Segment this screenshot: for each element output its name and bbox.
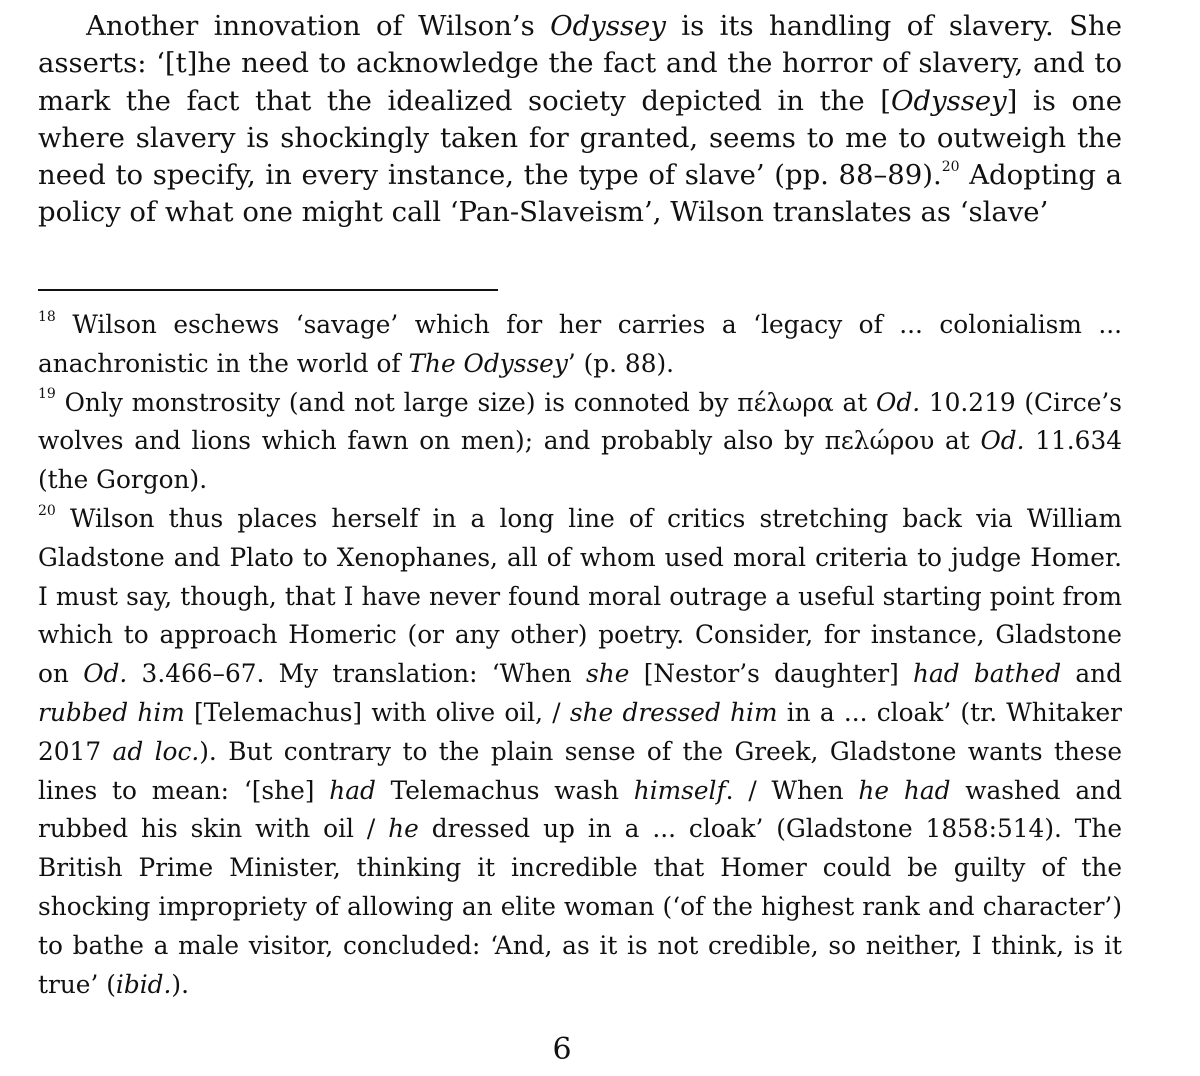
text-run: 10.219 (Circe’s wolves and lions which fawn on men); and probably also by πελώρου at [38,387,1122,456]
text-run: dressed up in a ... cloak’ (Gladstone 1858:514). The British Prime Minister, thinking it incredible that Homer could be guilty of the shocking impropriety of allowing an elite woman (‘of the highest rank and character’) to bathe a male visitor, concluded: ‘And, as it is not credible, so neither, I think, is it true’ ( [38,814,1122,999]
footnote-number: 19 [38,386,56,403]
italic-run: Odyssey [890,84,1007,117]
italic-run: Odyssey [550,10,666,42]
text-run: Wilson thus places herself in a long line of critics stretching back via William Gladstone and Plato to Xenophanes, all of whom used moral criteria to judge Homer. I must say, though, that I have never found moral outrage a useful starting point from which to approach Homeric (or any other) poetry. Consider, for instance, Gladstone on [38,503,1122,689]
text-run: ] is one where slavery is shockingly taken for granted, seems to me to outweigh the need to specify, in every instance, the type of slave’ (pp. 88–89). [38,84,1122,192]
italic-run: Od. [83,659,128,689]
page-number: 6 [552,1032,572,1067]
italic-run: himself [633,775,726,805]
text-run: [Nestor’s daughter] [629,659,914,689]
italic-run: she [586,659,630,689]
text-run: [Telemachus] with olive oil, / [184,697,570,727]
footnote-20 [38,500,1122,1004]
text-run: and [1061,659,1122,689]
footnote-number: 18 [38,308,56,325]
text-run: Wilson eschews ‘savage’ which for her carries a ‘legacy of ... colonialism ... anachronistic in the world of [38,310,1122,378]
text-run: . / When [725,775,859,805]
footnote-19 [38,384,1122,500]
text-run: ’ (p. 88). [567,348,675,378]
footnote-ref-20[interactable]: 20 [941,159,960,176]
italic-run: had bathed [913,659,1062,689]
italic-run: had [329,775,376,805]
italic-run: rubbed him [38,697,185,727]
footnote-number: 20 [38,502,56,519]
footnote-18 [38,306,1122,384]
italic-run: ad loc. [112,736,200,766]
text-run: ). [171,969,189,999]
italic-run: Od. [980,426,1025,456]
text-run: Telemachus wash [375,775,634,805]
text-run: Adopting a policy of what one might call ‘Pan-Slaveism’, Wilson translates as ‘slave’ [38,159,1123,229]
body-paragraph [38,8,1122,232]
footnote-divider [38,289,498,291]
footnotes [38,306,1122,1004]
italic-run: The Odyssey [408,348,568,378]
text-run: is its handling of slavery. She asserts: ‘[t]he need to acknowledge the fact and the horror of slavery, and to mark the fact that the idealized society depicted in the [ [38,10,1123,117]
italic-run: Od. [876,387,921,417]
text-run: in a ... cloak’ (tr. Whitaker 2017 [38,697,1122,766]
italic-run: she dressed him [569,697,778,727]
text-run: 3.466–67. My translation: ‘When [127,659,587,689]
italic-run: he [388,814,419,844]
italic-run: ibid. [115,969,172,999]
italic-run: he had [858,775,951,805]
text-run: 11.634 (the Gorgon). [38,426,1123,495]
text-run: Only monstrosity (and not large size) is connoted by πέλωρα at [55,387,876,417]
text-run: washed and rubbed his skin with oil / [38,775,1122,844]
text-run: ). But contrary to the plain sense of the Greek, Gladstone wants these lines to mean: ‘[she] [38,736,1122,805]
text-run: Another innovation of Wilson’s [86,10,551,42]
